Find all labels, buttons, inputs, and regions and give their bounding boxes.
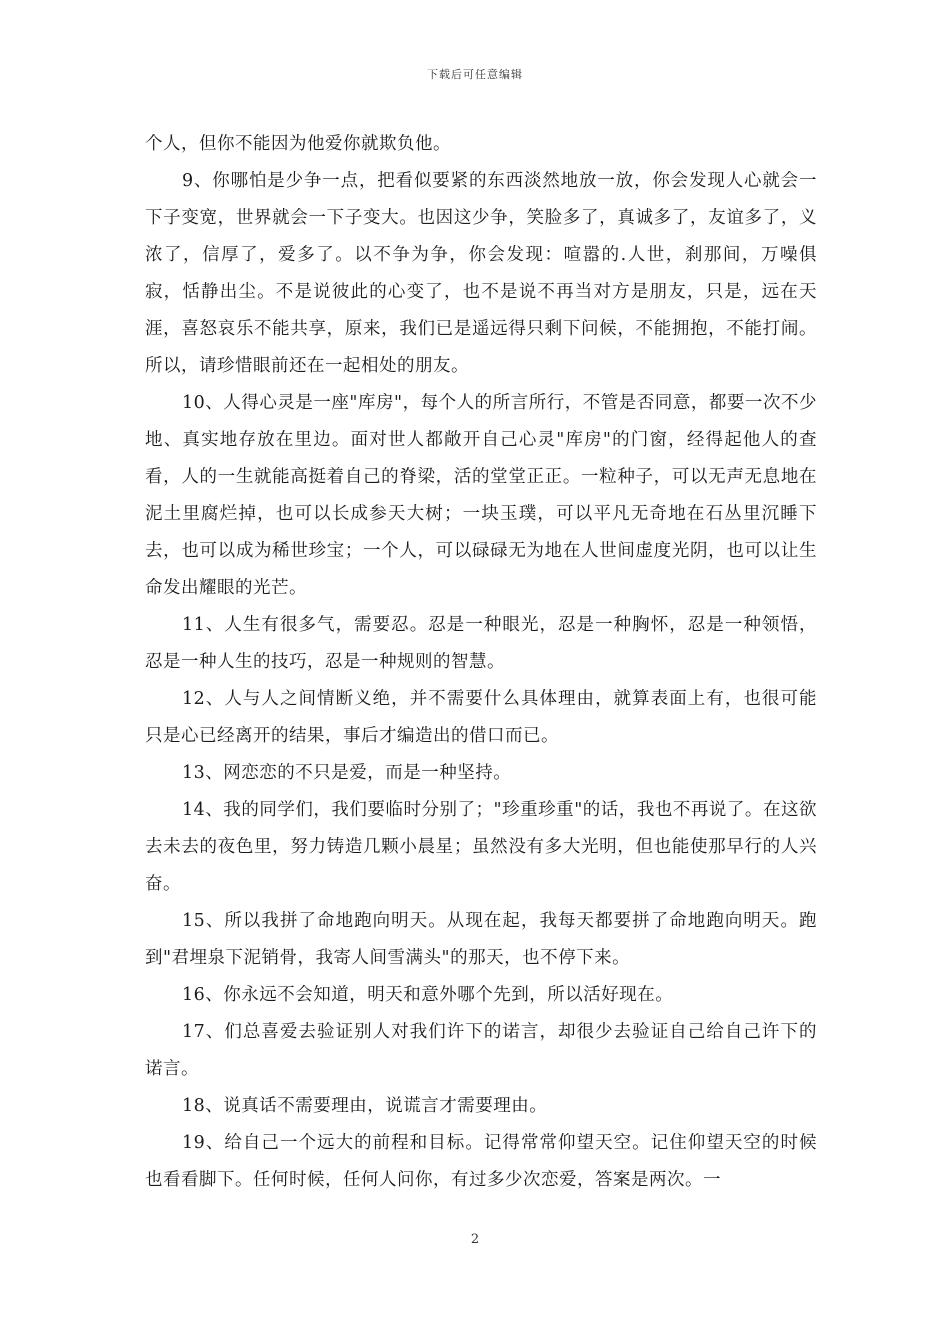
paragraph-14: 14、我的同学们，我们要临时分别了；"珍重珍重"的话，我也不再说了。在这欲去未去的夜色里，努力铸造几颗小晨星；虽然没有多大光明，但也能使那早行的人兴奋。 [145, 800, 817, 894]
paragraph-continuation: 个人，但你不能因为他爱你就欺负他。 [145, 134, 451, 154]
paragraph-13: 13、网恋恋的不只是爱，而是一种坚持。 [182, 763, 512, 783]
paragraph-17: 17、们总喜爱去验证别人对我们许下的诺言，却很少去验证自己给自己许下的诺言。 [145, 1022, 817, 1079]
paragraph-9: 9、你哪怕是少争一点，把看似要紧的东西淡然地放一放，你会发现人心就会一下子变宽，世界就会一下子变大。也因这少争，笑脸多了，真诚多了，友谊多了，义浓了，信厚了，爱多了。以不争为争，你会发现：喧嚣的.人世，刹那间，万噪俱寂，恬静出尘。不是说彼此的心变了，也不是说不再当对方是朋友，只是，远在天涯，喜怒哀乐不能共享，原来，我们已是遥远得只剩下问候，不能拥抱，不能打闹。所以，请珍惜眼前还在一起相处的朋友。 [145, 171, 817, 376]
paragraph-16: 16、你永远不会知道，明天和意外哪个先到，所以活好现在。 [182, 985, 674, 1005]
paragraph-10: 10、人得心灵是一座"库房"，每个人的所言所行，不管是否同意，都要一次不少地、真实地存放在里边。面对世人都敞开自己心灵"库房"的门窗，经得起他人的查看，人的一生就能高挺着自己的脊梁，活的堂堂正正。一粒种子，可以无声无息地在泥土里腐烂掉，也可以长成参天大树；一块玉璞，可以平凡无奇地在石丛里沉睡下去，也可以成为稀世珍宝；一个人，可以碌碌无为地在人世间虚度光阴，也可以让生命发出耀眼的光芒。 [145, 393, 817, 598]
page-number: 2 [470, 1232, 480, 1247]
paragraph-12: 12、人与人之间情断义绝，并不需要什么具体理由，就算表面上有，也很可能只是心已经离开的结果，事后才编造出的借口而已。 [145, 689, 817, 746]
paragraph-11: 11、人生有很多气，需要忍。忍是一种眼光，忍是一种胸怀，忍是一种领悟，忍是一种人生的技巧，忍是一种规则的智慧。 [145, 615, 817, 672]
page-header: 下载后可任意编辑 [427, 68, 523, 81]
document-body [145, 126, 817, 1199]
paragraph-19: 19、给自己一个远大的前程和目标。记得常常仰望天空。记住仰望天空的时候也看看脚下。任何时候，任何人问你，有过多少次恋爱，答案是两次。一 [145, 1133, 817, 1190]
paragraph-18: 18、说真话不需要理由，说谎言才需要理由。 [182, 1096, 548, 1116]
paragraph-15: 15、所以我拼了命地跑向明天。从现在起，我每天都要拼了命地跑向明天。跑到"君埋泉下泥销骨，我寄人间雪满头"的那天，也不停下来。 [145, 911, 817, 968]
